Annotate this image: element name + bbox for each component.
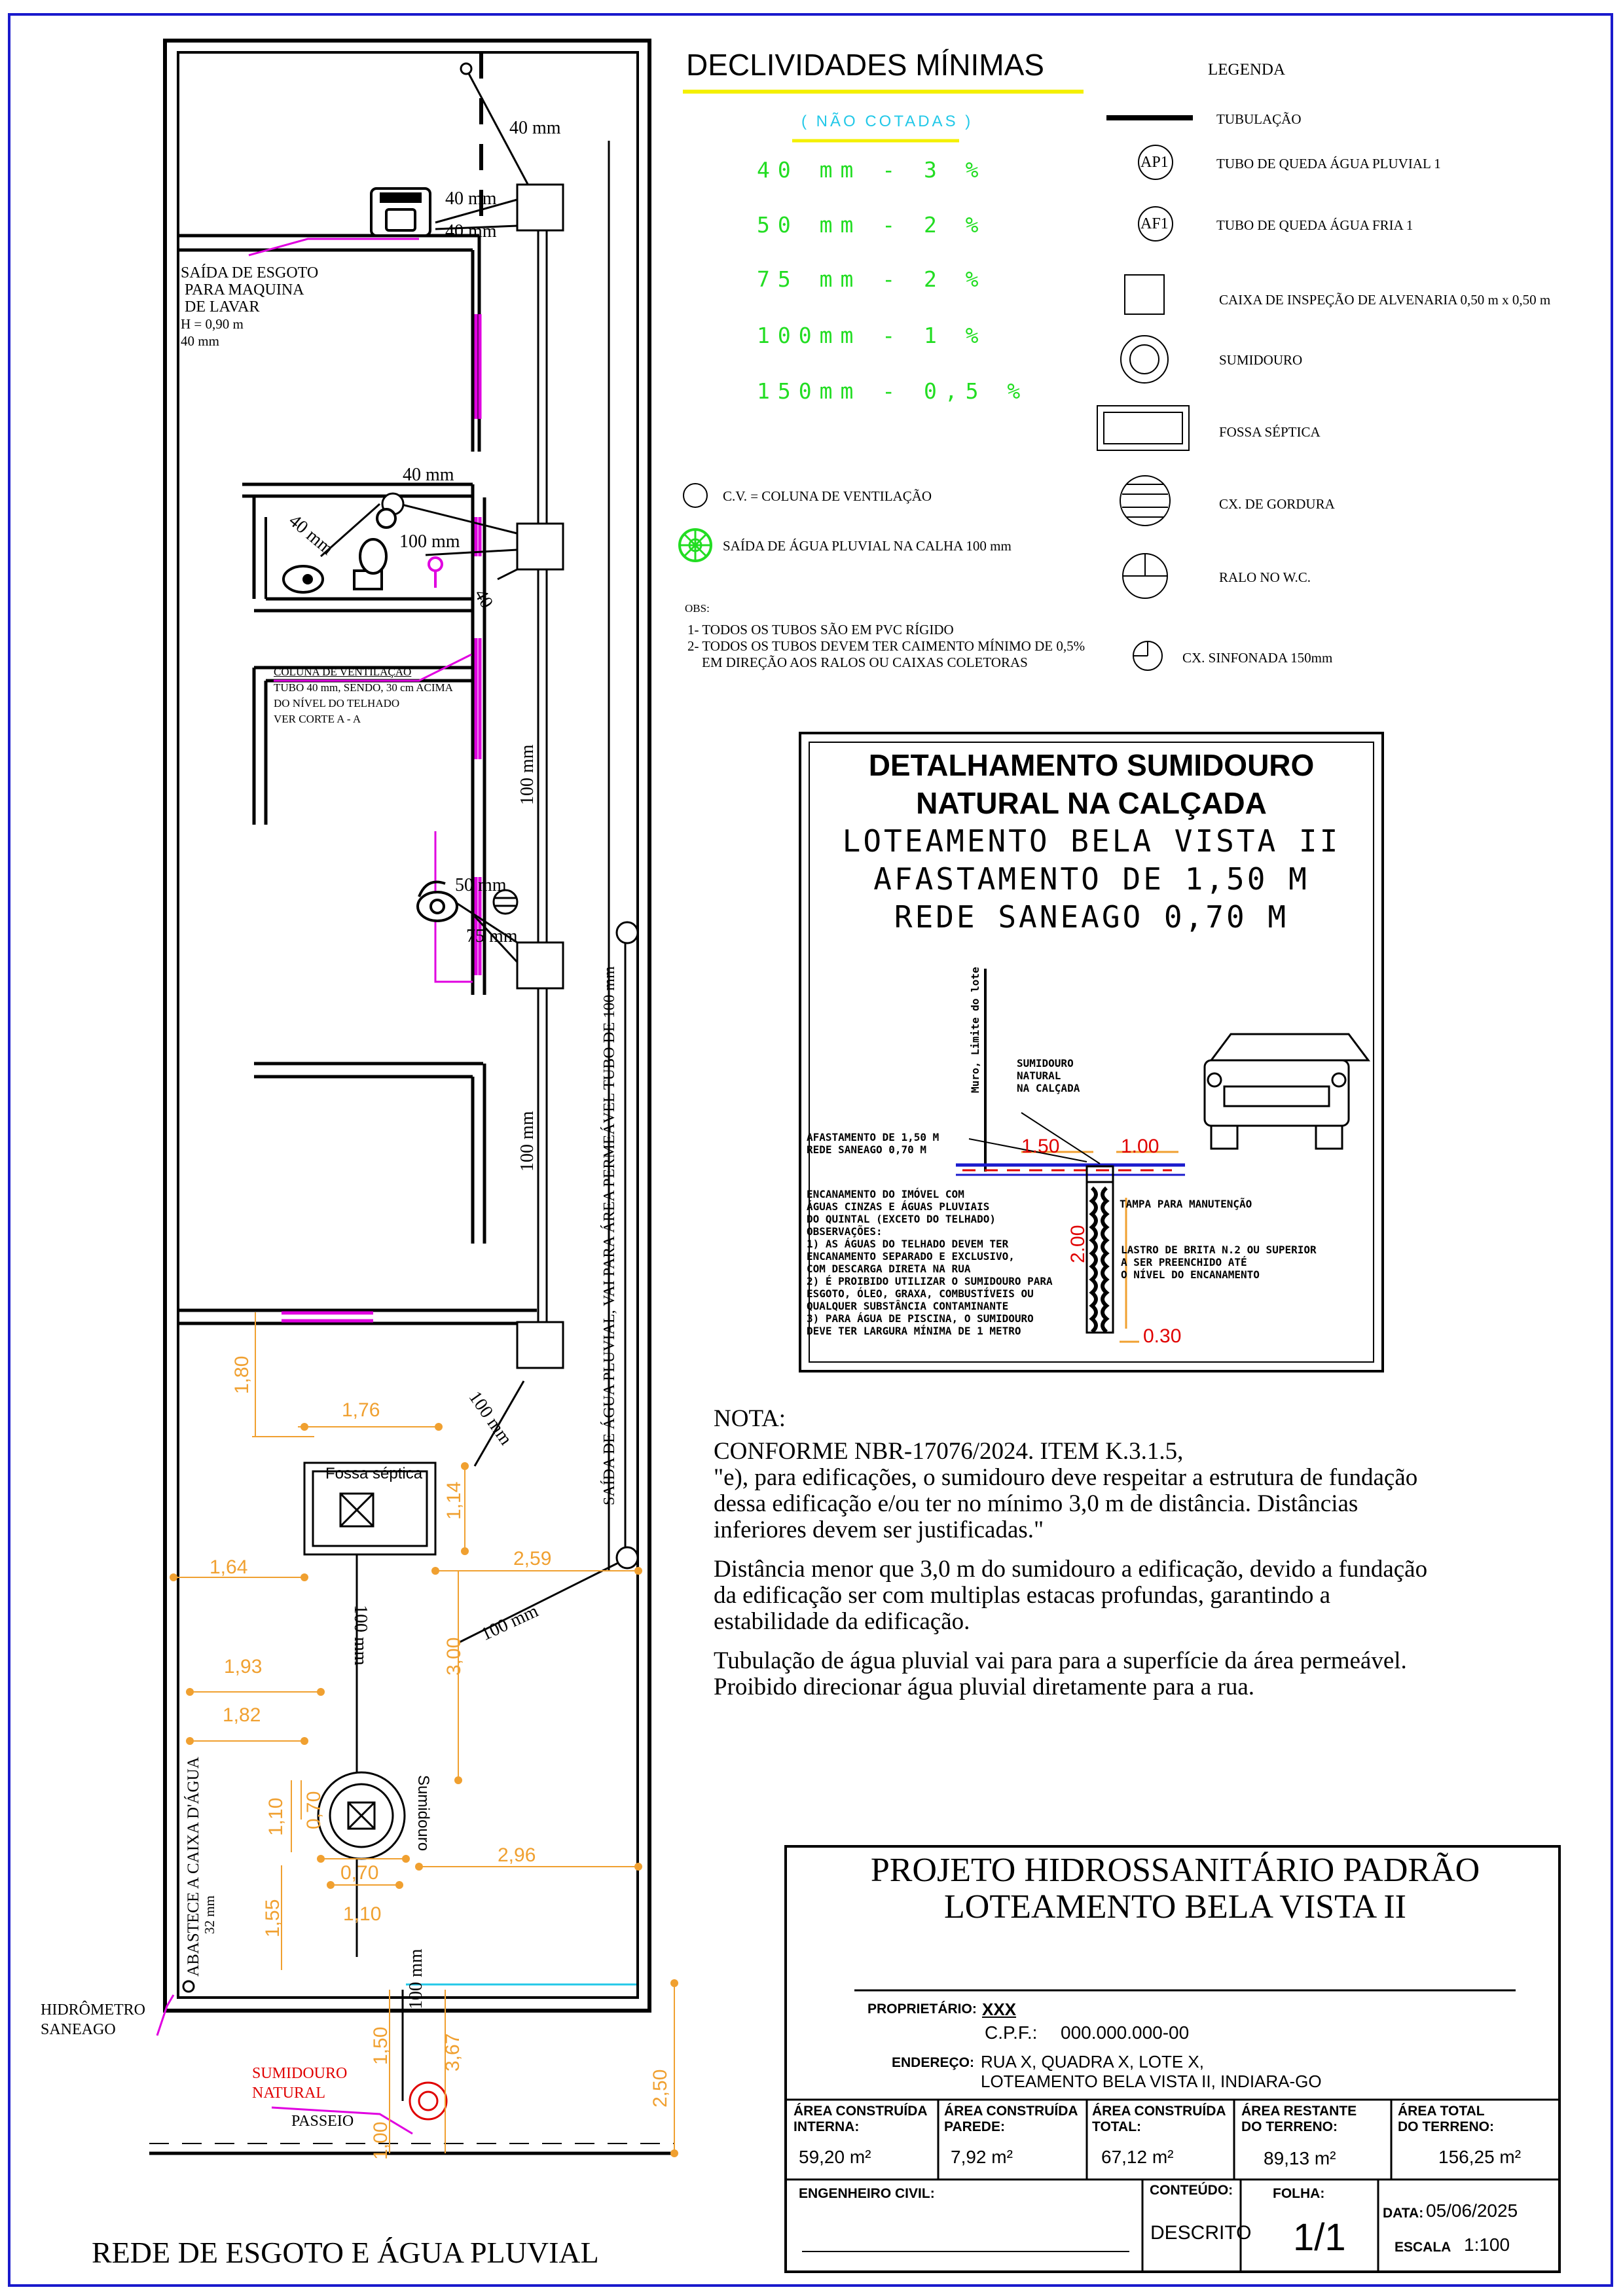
legend-gordura: CX. DE GORDURA bbox=[1219, 496, 1335, 512]
detail-title bbox=[809, 746, 1374, 822]
dim-070b: 0,70 bbox=[340, 1862, 379, 1884]
nota-block bbox=[714, 1406, 1427, 1700]
legend-sumidouro-symbol bbox=[1121, 336, 1168, 383]
declividade-row: 50 mm - 2 % bbox=[757, 212, 987, 238]
declividade-row: 40 mm - 3 % bbox=[757, 157, 987, 183]
detail-dim-200: 2.00 bbox=[1067, 1225, 1089, 1263]
vent-and-drains bbox=[382, 63, 638, 1568]
engenheiro-label: ENGENHEIRO CIVIL: bbox=[799, 2186, 935, 2201]
dim-070a: 0,70 bbox=[303, 1791, 325, 1829]
dim-114: 1,14 bbox=[443, 1481, 465, 1520]
legend-af1: TUBO DE QUEDA ÁGUA FRIA 1 bbox=[1216, 217, 1413, 233]
declividade-row: 150mm - 0,5 % bbox=[757, 378, 1029, 404]
pipe-label: 50 mm bbox=[455, 875, 507, 895]
abastece-diameter: 32 mm bbox=[202, 1895, 217, 1934]
pipe-label: 100 mm bbox=[399, 531, 460, 552]
abastece-label: ABASTECE A CAIXA D'ÁGUA bbox=[185, 1757, 202, 1977]
declividade-row: 100mm - 1 % bbox=[757, 323, 987, 348]
detail-subtitle bbox=[809, 822, 1374, 936]
proprietario-value: XXX bbox=[982, 2000, 1017, 2019]
hidrometro-label: HIDRÔMETRO SANEAGO bbox=[41, 2001, 145, 2038]
vertical-saida-label: SAÍDA DE ÁGUA PLUVIAL, VAI PARA ÁREA PERMEÁVEL TUBO DE 100 mm bbox=[601, 966, 618, 1505]
plan-title: REDE DE ESGOTO E ÁGUA PLUVIAL bbox=[92, 2236, 599, 2269]
legend-ap1: TUBO DE QUEDA ÁGUA PLUVIAL 1 bbox=[1216, 156, 1441, 171]
passeio-label: PASSEIO bbox=[291, 2113, 354, 2130]
saida-esgoto-label: SAÍDA DE ESGOTO PARA MAQUINA DE LAVAR H = 0,90 m 40 mm bbox=[181, 264, 319, 349]
pipe-label: 40 mm bbox=[509, 118, 561, 138]
detail-line-3: REDE SANEAGO 0,70 M bbox=[894, 899, 1289, 935]
folha-value: 1/1 bbox=[1293, 2216, 1346, 2259]
kitchen-sink bbox=[418, 882, 457, 922]
nota-line: inferiores devem ser justificadas." bbox=[714, 1516, 1044, 1543]
dim-176: 1,76 bbox=[342, 1399, 380, 1421]
dim-250: 2,50 bbox=[649, 2069, 671, 2108]
legend-af1-tag: AF1 bbox=[1140, 215, 1169, 232]
escala-value: 1:100 bbox=[1464, 2234, 1510, 2255]
legend-ap1-tag: AP1 bbox=[1140, 154, 1169, 171]
declividade-row: 75 mm - 2 % bbox=[757, 266, 987, 292]
car-drawing bbox=[1205, 1034, 1368, 1149]
obs-2b: EM DIREÇÃO AOS RALOS OU CAIXAS COLETORAS bbox=[702, 655, 1028, 670]
nota-line: Tubulação de água pluvial vai para para a superfície da área permeável. bbox=[714, 1647, 1407, 1674]
pipe-label: 40 mm bbox=[403, 465, 454, 485]
detail-tampa-label: TAMPA PARA MANUTENÇÃO bbox=[1120, 1198, 1252, 1210]
dim-193: 1,93 bbox=[224, 1656, 263, 1677]
pipe-label: 40 mm bbox=[445, 221, 497, 242]
data-label: DATA: bbox=[1383, 2206, 1424, 2221]
pipe-label: 75 mm bbox=[466, 926, 518, 946]
project-title-2: LOTEAMENTO BELA VISTA II bbox=[944, 1888, 1406, 1926]
detail-dim-030: 0.30 bbox=[1143, 1325, 1182, 1347]
area-parede: ÁREA CONSTRUÍDA PAREDE: 7,92 m² bbox=[944, 2104, 1078, 2167]
endereco-label: ENDEREÇO: bbox=[892, 2055, 975, 2070]
dim-155: 1,55 bbox=[262, 1899, 283, 1937]
nota-line: estabilidade da edificação. bbox=[714, 1608, 970, 1635]
conteudo-label: CONTEÚDO: bbox=[1150, 2183, 1233, 2198]
obs-title: OBS: bbox=[685, 602, 710, 615]
detail-dim-150: 1.50 bbox=[1021, 1136, 1060, 1157]
detail-line-2: AFASTAMENTO DE 1,50 M bbox=[873, 861, 1309, 897]
nota-line: dessa edificação e/ou ter no mínimo 3,0 m de distância. Distâncias bbox=[714, 1490, 1359, 1517]
dim-296: 2,96 bbox=[498, 1844, 536, 1866]
legend-ralo: RALO NO W.C. bbox=[1219, 569, 1311, 585]
detail-afastamento-label: AFASTAMENTO DE 1,50 M REDE SANEAGO 0,70 M bbox=[807, 1131, 939, 1156]
detail-muro-label: Muro, Limite do lote bbox=[969, 967, 981, 1093]
detail-line-1: LOTEAMENTO BELA VISTA II bbox=[842, 823, 1341, 859]
dim-150: 1,50 bbox=[370, 2026, 392, 2065]
legend-tubulacao: TUBULAÇÃO bbox=[1216, 111, 1302, 127]
data-value: 05/06/2025 bbox=[1426, 2200, 1518, 2221]
sumidouro-symbol bbox=[318, 1772, 405, 1859]
pipe-label: 40 mm bbox=[445, 188, 497, 209]
escala-label: ESCALA bbox=[1395, 2240, 1451, 2255]
fossa-label: Fossa séptica bbox=[325, 1465, 423, 1482]
pipe-label: 100 mm bbox=[517, 744, 538, 805]
dim-110a: 1,10 bbox=[265, 1797, 287, 1836]
pipe-label: 100 mm bbox=[350, 1605, 371, 1666]
washing-machine bbox=[371, 188, 430, 236]
nota-line: "e), para edificações, o sumidouro deve respeitar a estrutura de fundação bbox=[714, 1464, 1418, 1491]
declividades-title: DECLIVIDADES MÍNIMAS bbox=[686, 48, 1044, 82]
legend-gordura-symbol bbox=[1120, 476, 1170, 526]
sumidouro-natural-label: SUMIDOURO NATURAL bbox=[252, 2065, 348, 2102]
coluna-ventilacao-label: COLUNA DE VENTILAÇÃO TUBO 40 mm, SENDO, 30 cm ACIMA DO NÍVEL DO TELHADO VER CORTE A - A bbox=[274, 666, 453, 725]
nota-line: Proibido direcionar água pluvial diretamente para a rua. bbox=[714, 1674, 1254, 1700]
nota-line: CONFORME NBR-17076/2024. ITEM K.3.1.5, bbox=[714, 1438, 1184, 1465]
pipe-label: 100 mm bbox=[406, 1948, 426, 2009]
cpf-label: C.P.F.: bbox=[985, 2022, 1038, 2043]
detail-dim-100: 1.00 bbox=[1121, 1136, 1159, 1157]
obs-1: 1- TODOS OS TUBOS SÃO EM PVC RÍGIDO bbox=[687, 622, 954, 637]
dim-180: 1,80 bbox=[231, 1355, 253, 1394]
endereco-line-2: LOTEAMENTO BELA VISTA II, INDIARA-GO bbox=[981, 2072, 1322, 2091]
detail-sumidouro-label: SUMIDOURO NATURAL NA CALÇADA bbox=[1017, 1057, 1080, 1094]
dim-100: 1,00 bbox=[370, 2121, 392, 2160]
pipe-label: 40 bbox=[470, 586, 497, 612]
conteudo-value: DESCRITO bbox=[1150, 2222, 1252, 2244]
dim-164: 1,64 bbox=[210, 1556, 248, 1578]
dim-259: 2,59 bbox=[513, 1548, 552, 1570]
legend-fossa: FOSSA SÉPTICA bbox=[1219, 424, 1321, 440]
proprietario-label: PROPRIETÁRIO: bbox=[867, 2001, 977, 2017]
area-total-terreno: ÁREA TOTAL DO TERRENO: 156,25 m² bbox=[1398, 2104, 1522, 2167]
area-total-construida: ÁREA CONSTRUÍDA TOTAL: 67,12 m² bbox=[1092, 2104, 1226, 2167]
pipe-label: 40 mm bbox=[285, 511, 338, 560]
pipe-label: 100 mm bbox=[478, 1600, 541, 1645]
legend-sifonada: CX. SINFONADA 150mm bbox=[1182, 650, 1333, 666]
nota-title: NOTA: bbox=[714, 1405, 786, 1432]
sumidouro-label: Sumidouro bbox=[414, 1775, 432, 1852]
legend-sumidouro: SUMIDOURO bbox=[1219, 352, 1303, 368]
legend-cv-symbol bbox=[684, 484, 707, 507]
dim-367: 3,67 bbox=[442, 2033, 464, 2072]
obs-2a: 2- TODOS OS TUBOS DEVEM TER CAIMENTO MÍNIMO DE 0,5% bbox=[687, 638, 1085, 654]
detail-title-2: NATURAL NA CALÇADA bbox=[916, 786, 1267, 820]
legend-title: LEGENDA bbox=[1208, 61, 1286, 79]
detail-encanamento-notes: ENCANAMENTO DO IMÓVEL COM ÁGUAS CINZAS E ÁGUAS PLUVIAIS DO QUINTAL (EXCETO DO TELHADO) OBSERVAÇÕES: 1) AS ÁGUAS DO TELHADO DEVEM TER ENCANAMENTO SEPARADO E EXCLUSIVO, COM DESCARGA DIRETA NA RUA 2) É PROIBIDO UTILIZAR O SUMIDOURO PARA ESGOTO, ÓLEO, GRAXA, COMBUSTÍVEIS OU QUALQUER SUBSTÂNCIA CONTAMINANTE 3) PARA ÁGUA DE PISCINA, O SUMIDOURO DEVE TER LARGURA MÍNIMA DE 1 METRO bbox=[807, 1188, 1053, 1337]
cpf-value: 000.000.000-00 bbox=[1061, 2022, 1190, 2043]
dim-300: 3,00 bbox=[443, 1637, 465, 1676]
legend-saida-pluvial: SAÍDA DE ÁGUA PLUVIAL NA CALHA 100 mm bbox=[723, 538, 1012, 554]
detail-title-1: DETALHAMENTO SUMIDOURO bbox=[868, 748, 1315, 782]
legend-caixa-symbol bbox=[1125, 275, 1164, 314]
folha-label: FOLHA: bbox=[1273, 2186, 1325, 2201]
dim-182: 1,82 bbox=[223, 1704, 261, 1726]
nota-line: da edificação ser com multiplas estacas profundas, garantindo a bbox=[714, 1582, 1331, 1609]
endereco-line-1: RUA X, QUADRA X, LOTE X, bbox=[981, 2052, 1204, 2072]
dim-110b: 1,10 bbox=[343, 1903, 382, 1925]
project-title-1: PROJETO HIDROSSANITÁRIO PADRÃO bbox=[870, 1852, 1480, 1889]
legend-caixa: CAIXA DE INSPEÇÃO DE ALVENARIA 0,50 m x 0,50 m bbox=[1219, 292, 1551, 308]
legend-cv: C.V. = COLUNA DE VENTILAÇÃO bbox=[723, 488, 932, 504]
area-interna: ÁREA CONSTRUÍDA INTERNA: 59,20 m² bbox=[793, 2104, 928, 2167]
pipe-label: 100 mm bbox=[517, 1111, 538, 1172]
detail-lastro-label: LASTRO DE BRITA N.2 OU SUPERIOR A SER PREENCHIDO ATÉ O NÍVEL DO ENCANAMENTO bbox=[1121, 1244, 1317, 1281]
area-restante: ÁREA RESTANTE DO TERRENO: 89,13 m² bbox=[1241, 2104, 1357, 2168]
nota-line: Distância menor que 3,0 m do sumidouro a edificação, devido a fundação bbox=[714, 1556, 1428, 1583]
project-title bbox=[799, 1852, 1552, 1926]
pipe-label: 100 mm bbox=[464, 1388, 517, 1449]
declividades-subtitle: ( NÃO COTADAS ) bbox=[801, 113, 974, 130]
